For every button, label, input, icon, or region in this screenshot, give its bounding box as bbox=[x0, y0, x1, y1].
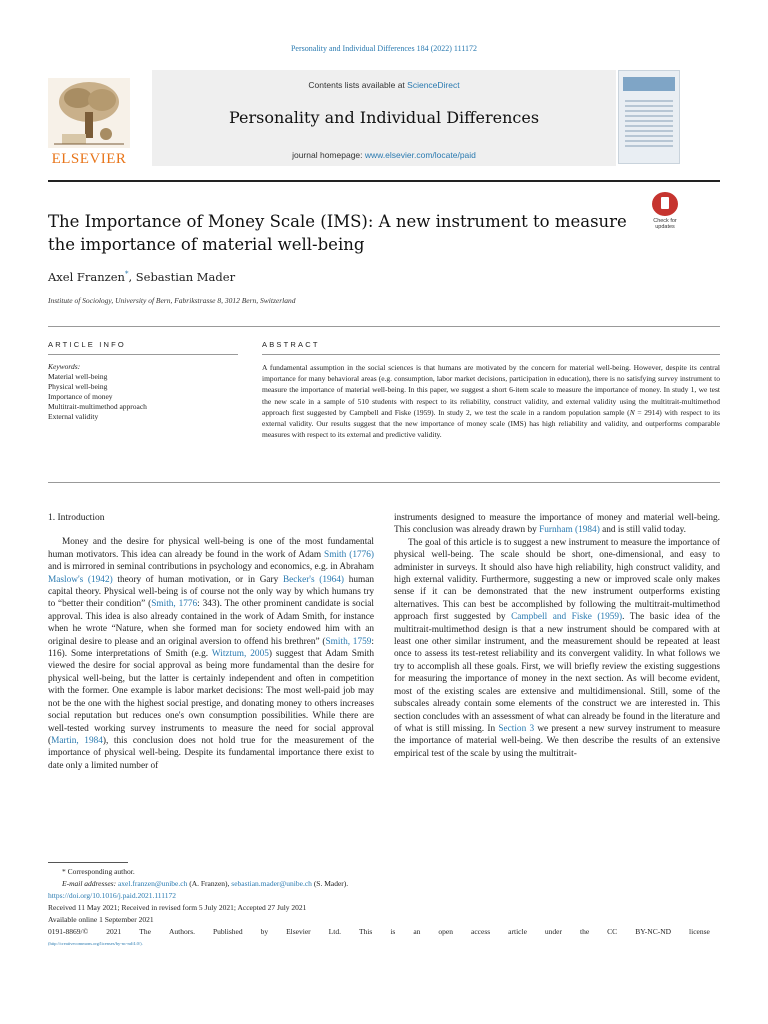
journal-cover-thumbnail[interactable] bbox=[618, 70, 680, 164]
corresponding-author-note: * Corresponding author. bbox=[62, 867, 135, 876]
right-column bbox=[394, 512, 720, 760]
introduction-heading: 1. Introduction bbox=[48, 513, 105, 523]
paragraph bbox=[394, 537, 720, 760]
elsevier-wordmark: ELSEVIER bbox=[51, 151, 127, 167]
license-word: access bbox=[471, 927, 491, 936]
license-word: by bbox=[260, 927, 269, 936]
abstract-n-symbol: N bbox=[629, 407, 635, 417]
homepage-prefix: journal homepage: bbox=[292, 150, 365, 160]
keyword-item: Physical well-being bbox=[48, 382, 108, 391]
paragraph-text: we present a new survey instrument to measure the importance of material well-being. We then describe the results of an extensive empirical test of the scale by using the multitrait- bbox=[394, 723, 720, 759]
license-url-link[interactable]: (http://creativecommons.org/licenses/by-nc-nd/4.0/). bbox=[48, 941, 143, 946]
paragraph-text: Money and the desire for physical well-being is one of the most fundamental human motivators. This idea can already be found in the work of Adam bbox=[48, 537, 374, 560]
citation-link[interactable]: Maslow's (1942) bbox=[48, 574, 113, 585]
paragraph-text: human capital theory. Physical well-being is of course not the only way by which humans try to “better their condition” ( bbox=[48, 574, 375, 610]
homepage-link[interactable]: www.elsevier.com/locate/paid bbox=[364, 150, 476, 160]
license-word: open bbox=[438, 927, 454, 936]
elsevier-tree-icon bbox=[48, 78, 130, 148]
paragraph-text: ) suggest that Adam Smith viewed the desire for social approval as being more fundamental than the desire for physical well-being, but the latter is certainly independent and often in competition with the former. One example is labor market decisions: The most well-paid job may not be the one with the highest social prestige, and donating money to others increases social reputation but reduces one's own consumption possibilities. While there are well-tested working survey instruments to measure the need for social approval ( bbox=[48, 649, 375, 746]
keyword-item: Material well-being bbox=[48, 372, 108, 381]
keywords-list bbox=[48, 372, 238, 422]
license-word: 0191-8869/© bbox=[48, 927, 89, 936]
email-line bbox=[48, 878, 720, 890]
license-word: Elsevier bbox=[286, 927, 311, 936]
abstract-part-2: = 2914) with respect to its external validity. Our results suggest that the new importance of money scale (IMS) has high reliability and validity, and outperforms comparable measures with respect to its external and predictive validity. bbox=[262, 407, 720, 440]
license-word: CC bbox=[607, 927, 618, 936]
abstract-bottom-rule bbox=[48, 482, 720, 483]
homepage-line bbox=[152, 150, 616, 160]
abstract-rule bbox=[262, 354, 720, 355]
keyword-item: External validity bbox=[48, 412, 99, 421]
paragraph-text: instruments designed to measure the importance of money and material well-being. This conclusion was already drawn by bbox=[394, 513, 720, 536]
paragraph-text: : 343). The other prominent candidate is social approval. This idea is also already contained in the work of Adam Smith, for instance when he wrote “Nature, when she formed man for society endowed him with an original desire to please and an original aversion to offend his brethren” ( bbox=[48, 599, 374, 647]
license-word: BY-NC-ND bbox=[635, 927, 672, 936]
corresponding-author-mark[interactable]: * bbox=[124, 270, 129, 279]
license-word: the bbox=[580, 927, 590, 936]
author-list bbox=[48, 270, 235, 284]
keyword-item: Importance of money bbox=[48, 392, 113, 401]
header-rule bbox=[48, 180, 720, 182]
footnote-rule bbox=[48, 862, 128, 863]
license-word: The bbox=[139, 927, 151, 936]
contents-prefix: Contents lists available at bbox=[308, 80, 408, 90]
license-word: article bbox=[508, 927, 527, 936]
license-word: license bbox=[689, 927, 710, 936]
abstract-heading: ABSTRACT bbox=[262, 340, 320, 349]
check-updates-icon bbox=[652, 192, 678, 216]
left-column bbox=[48, 512, 374, 772]
author-franzen[interactable]: Axel Franzen bbox=[48, 270, 125, 284]
doi-link[interactable]: https://doi.org/10.1016/j.paid.2021.111172 bbox=[48, 891, 176, 900]
paragraph bbox=[48, 536, 374, 772]
citation-link[interactable]: Witztum, 2005 bbox=[211, 649, 269, 660]
received-dates: Received 11 May 2021; Received in revised form 5 July 2021; Accepted 27 July 2021 bbox=[48, 903, 307, 912]
check-updates-label: Check for updates bbox=[653, 218, 677, 230]
cover-band bbox=[623, 77, 675, 91]
paragraph-text: and is still valid today. bbox=[599, 525, 686, 536]
email-label: E-mail addresses: bbox=[62, 879, 118, 888]
keywords-rule bbox=[48, 354, 238, 355]
email-link-franzen[interactable]: axel.franzen@unibe.ch bbox=[117, 879, 188, 888]
journal-title: Personality and Individual Differences bbox=[228, 108, 540, 127]
abstract-part-1: A fundamental assumption in the social sciences is that humans are motivated by the concern for material well-being. However, despite its central importance for many behavioral areas (e.g. consumption, labor market decisions, participation in education), there is no satisfying survey instrument to measure the importance of material well-being. In this paper, we suggest a short 6-item scale to measure the importance of money. In study 1, we test the new scale in a sample of 510 students with respect to its reliability, construct validity, and external validity using the multitrait-multimethod approach first suggested by Campbell and Fiske (1959). In study 2, we test the scale in a random population sample ( bbox=[262, 363, 720, 417]
email-name-franzen: (A. Franzen), bbox=[187, 879, 232, 888]
email-link-mader[interactable]: sebastian.mader@unibe.ch bbox=[231, 879, 312, 888]
author-mader[interactable]: , Sebastian Mader bbox=[128, 270, 236, 284]
license-word: This bbox=[358, 927, 373, 936]
paragraph-text: : 116). Some interpretations of Smith (e.g. bbox=[48, 636, 374, 660]
paragraph-text: ), this conclusion does not hold true for the measurement of the importance of physical well-being. Despite its fundamental importance there exist to date only a limited number of bbox=[48, 735, 375, 771]
citation-link[interactable]: Smith, 1759 bbox=[325, 636, 372, 647]
article-info-heading: ARTICLE INFO bbox=[48, 340, 126, 349]
elsevier-logo[interactable] bbox=[48, 78, 130, 166]
paper-title: The Importance of Money Scale (IMS): A new instrument to measure the importance of material well-being bbox=[48, 212, 627, 254]
contents-line bbox=[152, 80, 616, 90]
keywords-heading: Keywords: bbox=[48, 362, 81, 371]
sciencedirect-link[interactable]: ScienceDirect bbox=[407, 80, 460, 90]
paragraph-text: theory of human motivation, or in Gary bbox=[112, 574, 283, 585]
journal-header bbox=[44, 70, 724, 170]
citation-link[interactable]: Section 3 bbox=[498, 723, 535, 734]
paragraph-text: and is mirrored in seminal contributions in psychology and economics, e.g. in Abraham bbox=[48, 562, 374, 573]
check-for-updates-button[interactable] bbox=[648, 192, 682, 230]
license-word: Ltd. bbox=[328, 927, 341, 936]
license-word: is bbox=[390, 927, 396, 936]
footnotes bbox=[48, 866, 720, 950]
license-word: an bbox=[413, 927, 421, 936]
citation-link[interactable]: Campbell and Fiske (1959) bbox=[511, 612, 623, 623]
email-name-mader: (S. Mader). bbox=[311, 879, 349, 888]
paragraph bbox=[394, 512, 720, 537]
citation-link[interactable]: Smith, 1776 bbox=[151, 599, 198, 610]
keywords-block bbox=[48, 362, 238, 422]
affiliation: Institute of Sociology, University of Bern, Fabrikstrasse 8, 3012 Bern, Switzerland bbox=[48, 296, 296, 305]
citation-link[interactable]: Furnham (1984) bbox=[539, 525, 600, 536]
available-online: Available online 1 September 2021 bbox=[48, 915, 154, 924]
license-word: under bbox=[544, 927, 562, 936]
info-rule bbox=[48, 326, 720, 327]
citation-link[interactable]: Martin, 1984 bbox=[51, 735, 103, 746]
license-word: Authors. bbox=[168, 927, 195, 936]
citation-link[interactable]: Becker's (1964) bbox=[282, 574, 345, 585]
paragraph-text: . The basic idea of the multitrait-multimethod design is that a new instrument should be compared with at least one other similar instrument, and the measurement should be repeated at least once to assess its test-retest reliability and its convergent validity. In what follows we try to accomplish all these goals. First, we will briefly review the existing suggestions for measuring the importance of money in the next section. As will become evident, most of the existing scales are extensive and multidimensional. Still, some of the subscales already contain some elements of the construct we are interested in. This section concludes with an assessment of what can already be found in the literature and of what is still missing. In bbox=[394, 612, 720, 734]
license-word: 2021 bbox=[106, 927, 122, 936]
paragraph-text: The goal of this article is to suggest a new instrument to measure the importance of physical well-being. The scale should be short, one-dimensional, and easy to administer in surveys. It should also have high reliability, high construct validity, and high external validity. Furthermore, suggesting a new or improved scale only makes sense if it can be demonstrated that the new instrument outperforms existing alternatives. This can best be accomplished by following the multitrait-multimethod approach first suggested by bbox=[394, 537, 720, 623]
citation-link[interactable]: Smith (1776) bbox=[324, 549, 375, 560]
keyword-item: Multitrait-multimethod approach bbox=[48, 402, 147, 411]
abstract-text bbox=[262, 362, 720, 440]
license-line bbox=[48, 926, 710, 938]
license-word: Published bbox=[213, 927, 243, 936]
journal-reference[interactable]: Personality and Individual Differences 184 (2022) 111172 bbox=[290, 44, 478, 53]
